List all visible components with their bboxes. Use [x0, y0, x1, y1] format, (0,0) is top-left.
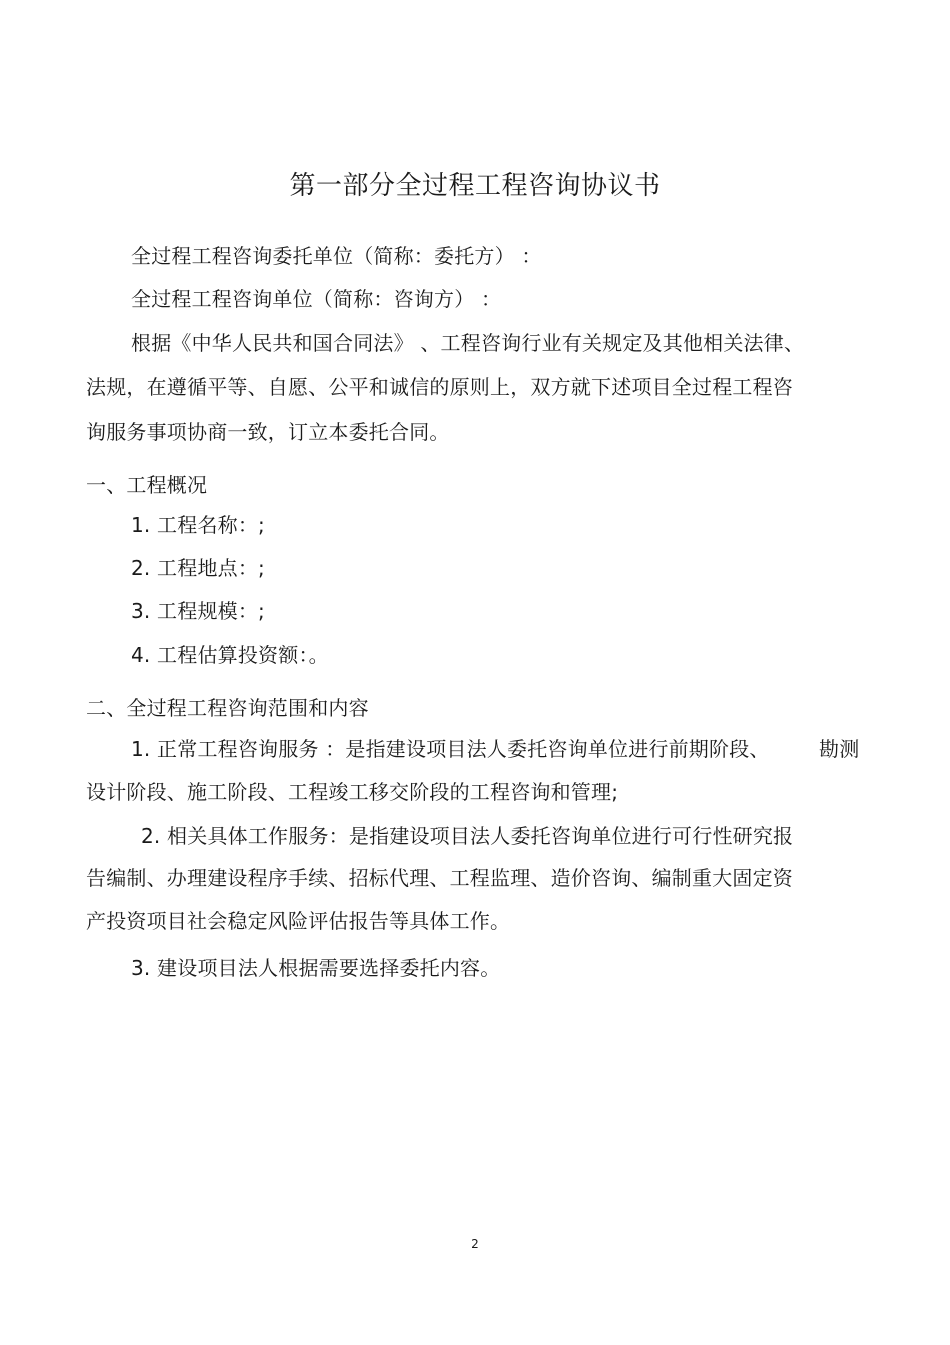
- overview-item-location: 2. 工程地点：;: [131, 556, 265, 580]
- consultant-party-line: 全过程工程咨询单位（简称：咨询方） ：: [131, 287, 502, 311]
- page-number: 2: [471, 1237, 479, 1251]
- page-title: 第一部分全过程工程咨询协议书: [289, 171, 661, 201]
- scope-item-3: 3. 建设项目法人根据需要选择委托内容。: [131, 956, 501, 980]
- client-party-line: 全过程工程咨询委托单位（简称：委托方） ：: [131, 244, 542, 268]
- scope-item-1-line: 1. 正常工程咨询服务 ：是指建设项目法人委托咨询单位进行前期阶段、: [131, 737, 770, 761]
- scope-item-1-line: 设计阶段、施工阶段、工程竣工移交阶段的工程咨询和管理;: [86, 780, 619, 804]
- overview-item-scale: 3. 工程规模：;: [131, 599, 265, 623]
- overview-item-name: 1. 工程名称：;: [131, 513, 265, 537]
- overview-item-investment: 4. 工程估算投资额：。: [131, 643, 329, 667]
- section-heading-scope: 二、全过程工程咨询范围和内容: [86, 696, 369, 720]
- scope-item-2-line: 产投资项目社会稳定风险评估报告等具体工作。: [86, 909, 511, 933]
- intro-paragraph-line: 根据《中华人民共和国合同法》 、工程咨询行业有关规定及其他相关法律、: [131, 331, 805, 355]
- intro-paragraph-line: 法规，在遵循平等、自愿、公平和诚信的原则上，双方就下述项目全过程工程咨: [86, 375, 793, 399]
- intro-paragraph-line: 询服务事项协商一致，订立本委托合同。: [86, 420, 450, 444]
- scope-item-1-line-tail: 勘测: [819, 737, 860, 761]
- scope-item-2-line: 2. 相关具体工作服务：是指建设项目法人委托咨询单位进行可行性研究报: [141, 824, 794, 848]
- section-heading-overview: 一、工程概况: [86, 473, 208, 497]
- scope-item-2-line: 告编制、办理建设程序手续、招标代理、工程监理、造价咨询、编制重大固定资: [86, 866, 793, 890]
